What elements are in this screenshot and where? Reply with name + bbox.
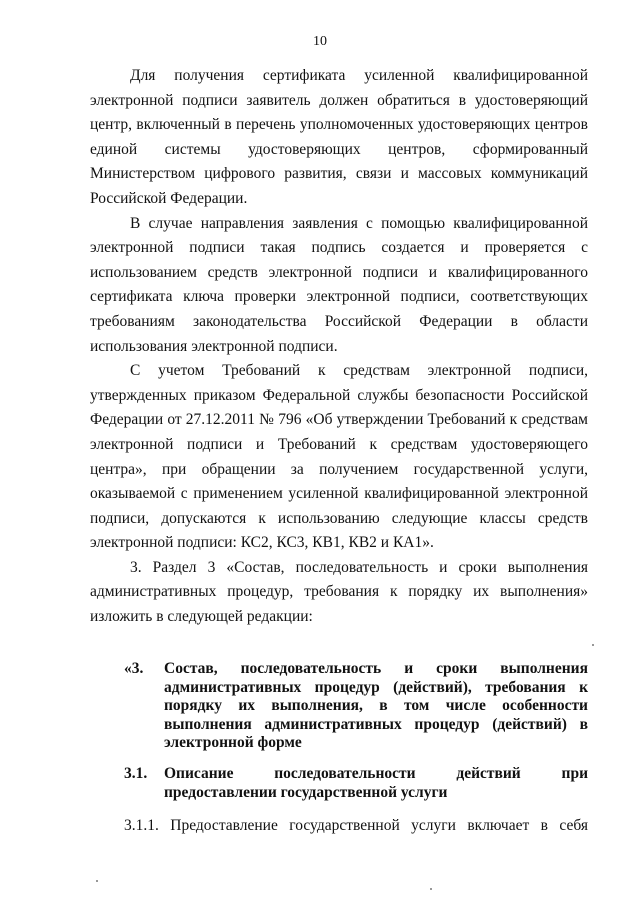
- section-number: «3.: [124, 660, 144, 677]
- section-heading: [124, 660, 588, 753]
- body-text: [90, 64, 588, 630]
- subparagraph-3-1-1: 3.1.1. Предоставление государственной услуги включает в себя: [124, 817, 588, 834]
- paragraph-section-3: 3. Раздел 3 «Состав, последовательность и сроки выполнения административных процедур, требования к порядку их выполнения» изложить в следующей редакции:: [90, 558, 588, 626]
- section-title: Состав, последовательность и сроки выполнения административных процедур (действий), требования к порядку их выполнения, в том числе особенности выполнения административных процедур (действий) в электронной форме: [164, 660, 588, 751]
- scan-speck: [430, 888, 432, 890]
- scan-speck: [592, 644, 594, 646]
- subsection-title: Описание последовательности действий при предоставлении государственной услуги: [164, 765, 588, 801]
- paragraph-requirements: С учетом Требований к средствам электронной подписи, утвержденных приказом Федеральной службы безопасности Российской Федерации от 27.12.2011 № 796 «Об утверждении Требований к средствам электронной подписи и Требований к средствам удостоверяющего центра», при обращении за получением государственной услуги, оказываемой с применением усиленной квалифицированной электронной подписи, допускаются к использованию следующие классы средств электронной подписи: КС2, КС3, КВ1, КВ2 и КА1».: [90, 362, 588, 552]
- scan-speck: [96, 880, 98, 882]
- paragraph-certificate: Для получения сертификата усиленной квалифицированной электронной подписи заявитель должен обратиться в удостоверяющий центр, включенный в перечень уполномоченных удостоверяющих центров единой системы удостоверяющих центров, сформированный Министерством цифрового развития, связи и массовых коммуникаций Российской Федерации.: [90, 67, 588, 207]
- subsection-heading: [124, 765, 588, 802]
- subsection-number: 3.1.: [124, 765, 148, 782]
- paragraph-signature-check: В случае направления заявления с помощью квалифицированной электронной подписи такая подпись создается и проверяется с использованием средств электронной подписи и квалифицированного сертификата ключа проверки электронной подписи, соответствующих требованиям законодательства Российской Федерации в области использования электронной подписи.: [90, 214, 588, 355]
- page-number: 10: [313, 34, 327, 49]
